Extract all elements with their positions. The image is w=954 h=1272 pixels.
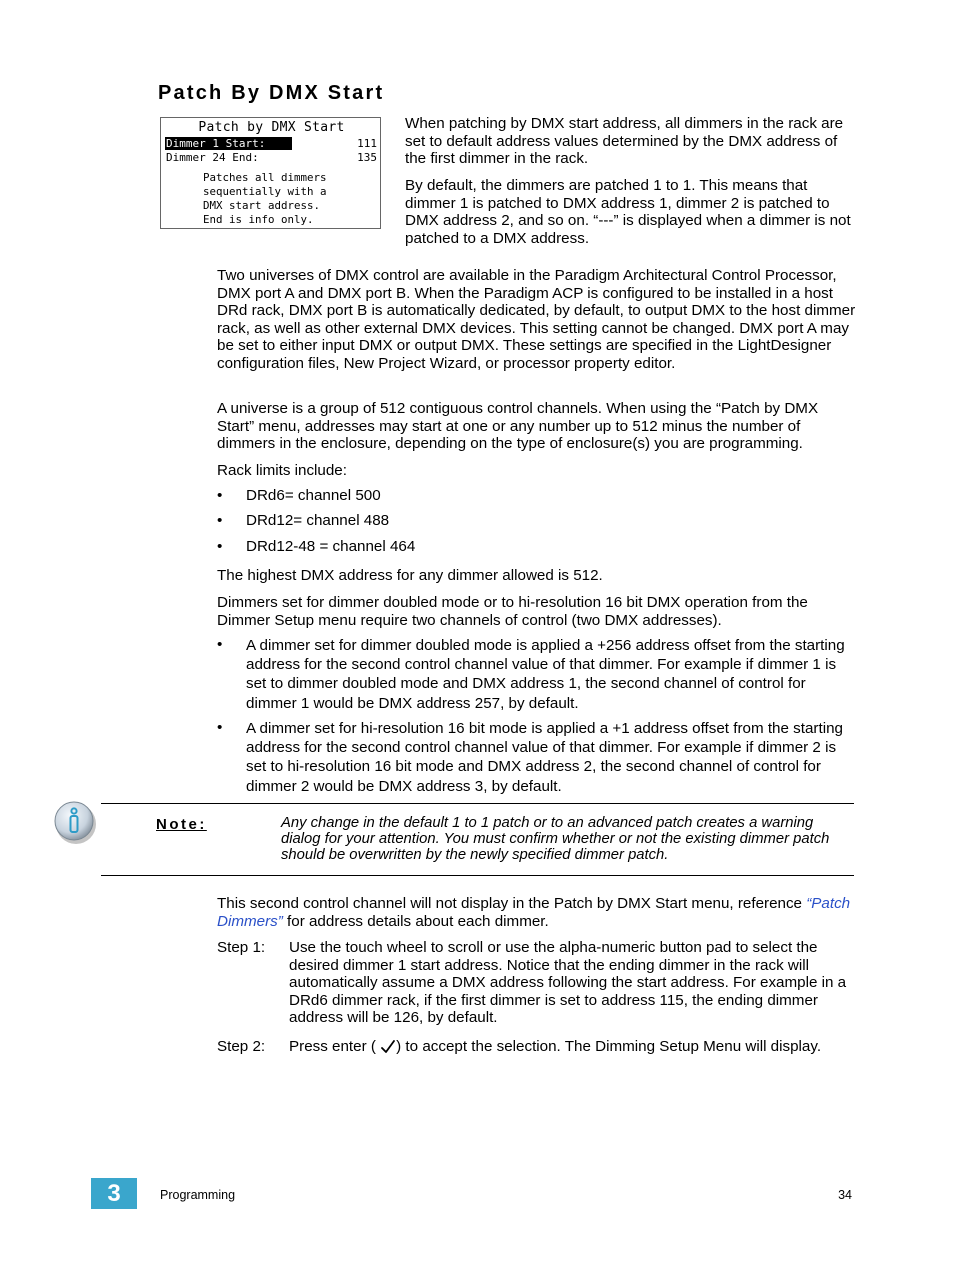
- bullet: •: [217, 538, 223, 555]
- lcd-row-dimmer-end: [165, 151, 377, 164]
- note-bottom-rule: [101, 875, 854, 876]
- list-item: A dimmer set for hi-resolution 16 bit mode is applied a +1 address offset from the starting address for the second control channel value of that dimmer. For example if dimmer 2 is set to hi-resolution 16 bit mode and DMX address 2, the second channel of control for dimmer 2 would be DMX address 3, by default.: [246, 720, 843, 795]
- list-item: A dimmer set for dimmer doubled mode is applied a +256 address offset from the starting address for the second control channel value of that dimmer. For example if dimmer 1 is set to dimmer doubled mode and DMX address 1, the second channel of control for dimmer 1 would be DMX address 257, by default.: [246, 637, 845, 712]
- rack-limits-intro: Rack limits include:: [217, 462, 347, 479]
- after-note-text: for address details about each dimmer.: [282, 912, 549, 930]
- intro-paragraph: By default, the dimmers are patched 1 to 1. This means that dimmer 1 is patched to DMX address 1, dimmer 2 is patched to DMX address 2, and so on. “---” is displayed when a dimmer is not patched to a DMX address.: [405, 177, 851, 247]
- patch-dimmers-link[interactable]: “Patch Dimmers”: [217, 895, 851, 930]
- after-note-paragraph: [217, 895, 857, 930]
- chapter-number-badge: 3: [91, 1178, 137, 1209]
- step-label: Step 2:: [217, 1038, 266, 1055]
- list-item: DRd12= channel 488: [246, 512, 390, 529]
- page-number: 34: [838, 1188, 852, 1202]
- checkmark-icon: [380, 1040, 396, 1054]
- bullet: •: [217, 636, 223, 653]
- highest-address: The highest DMX address for any dimmer allowed is 512.: [217, 567, 603, 584]
- lcd-row-label: Dimmer 1 Start:: [165, 137, 292, 150]
- step-text-part: ) to accept the selection. The Dimming Setup Menu will display.: [396, 1038, 822, 1055]
- step-label: Step 1:: [217, 939, 266, 956]
- lcd-title: Patch by DMX Start: [198, 120, 345, 135]
- lcd-row-label: Dimmer 24 End:: [166, 151, 259, 164]
- step-text: [289, 1038, 855, 1056]
- note-top-rule: [101, 803, 854, 804]
- step-text-part: Press enter (: [289, 1038, 381, 1055]
- bullet: •: [217, 512, 223, 529]
- intro-paragraph: When patching by DMX start address, all dimmers in the rack are set to default address values determined by the DMX address of the first dimmer in the rack.: [405, 115, 844, 168]
- note-text: Any change in the default 1 to 1 patch or to an advanced patch creates a warning dialog for your attention. You must confirm whether or not the existing dimmer patch should be overwritten by the newly specified dimmer patch.: [281, 815, 830, 864]
- body-paragraph-universes: Two universes of DMX control are available in the Paradigm Architectural Control Processor, DMX port A and DMX port B. When the Paradigm ACP is configured to be installed in a host DRd rack, DMX port B is automatically dedicated, by default, to output DMX to the host dimmer rack, as well as other external DMX devices. This setting cannot be changed. DMX port A may be set to either input DMX or output DMX. These settings are specified in the LightDesigner configuration files, New Project Wizard, or processor property editor.: [217, 267, 856, 372]
- footer-section: Programming: [160, 1188, 236, 1202]
- info-icon: [52, 800, 98, 846]
- bullet: •: [217, 719, 223, 736]
- lcd-row-value: 135: [357, 151, 377, 164]
- step-text: Use the touch wheel to scroll or use the alpha-numeric button pad to select the desired dimmer 1 start address. Notice that the ending dimmer in the rack will automatically assume a DMX address following the start address. For example in a DRd6 dimmer rack, if the first dimmer is set to address 115, the ending dimmer address will be 126, by default.: [289, 939, 847, 1027]
- after-note-text: This second control channel will not display in the Patch by DMX Start menu, reference: [217, 895, 807, 912]
- lcd-desc-line: sequentially with a: [203, 185, 327, 198]
- lcd-desc-line: Patches all dimmers: [203, 171, 327, 184]
- lcd-desc-line: End is info only.: [203, 213, 314, 226]
- list-item: DRd6= channel 500: [246, 487, 381, 504]
- body-paragraph-universe-def: A universe is a group of 512 contiguous control channels. When using the “Patch by DMX Start” menu, addresses may start at one or any number up to 512 minus the number of dimmers in the enclosure, depending on the type of enclosure(s) you are programming.: [217, 400, 819, 453]
- doubled-intro: Dimmers set for dimmer doubled mode or to hi-resolution 16 bit DMX operation from the Dimmer Setup menu require two channels of control (two DMX addresses).: [217, 594, 808, 629]
- list-item: DRd12-48 = channel 464: [246, 538, 416, 555]
- lcd-row-value: 111: [357, 137, 377, 150]
- lcd-row-dimmer-start: [165, 137, 377, 150]
- bullet: •: [217, 487, 223, 504]
- lcd-screen: [160, 117, 381, 229]
- lcd-desc-line: DMX start address.: [203, 199, 321, 212]
- note-label: Note:: [156, 816, 207, 833]
- section-title: Patch By DMX Start: [158, 82, 385, 104]
- lcd-description: [203, 171, 327, 227]
